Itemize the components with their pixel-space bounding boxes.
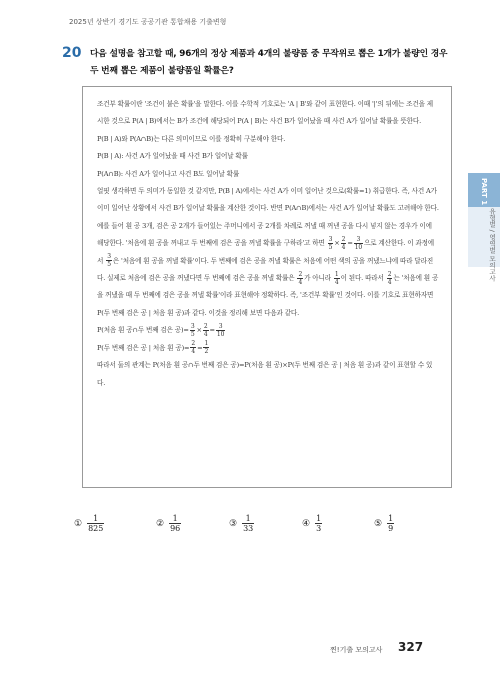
choice-4[interactable]: ④ $\frac{1}{3}$ — [302, 514, 322, 533]
example-text-6: 는 '처음에 흰 공을 꺼냈을 때 두 번째에 검은 공을 꺼낼 확률'이라 표현해야 정확하다. 즉, '조건부 확률'인 것이다. 이를 기호로 표현하자면 P(두 번째 검은 공 | 처음 흰 공)과 같다. 이것을 정리해 보면 다음과 같다. — [97, 274, 439, 317]
definition-conditional: P(B | A): 사건 A가 일어났을 때 사건 B가 일어날 확률 — [97, 152, 248, 161]
fraction-3-5: $\frac{3}{5}$ — [328, 235, 333, 251]
fraction-2-4-d: $\frac{2}{4}$ — [203, 322, 208, 338]
question-text: 다음 설명을 참고할 때, 96개의 정상 제품과 4개의 불량품 중 무작위로 뽑은 1개가 불량인 경우 두 번째 뽑은 제품이 불량품일 확률은? — [90, 49, 448, 76]
choice-2[interactable]: ② $\frac{1}{96}$ — [156, 514, 181, 533]
explanation-content — [97, 96, 439, 392]
choice-1[interactable]: ① $\frac{1}{825}$ — [74, 514, 104, 533]
fraction-3-10: $\frac{3}{10}$ — [354, 235, 363, 251]
fraction-1-2: $\frac{1}{2}$ — [204, 340, 209, 356]
fraction-3-10-b: $\frac{3}{10}$ — [216, 322, 225, 338]
choice-3[interactable]: ③ $\frac{1}{33}$ — [229, 514, 254, 533]
page-number: 327 — [398, 640, 424, 654]
formula-joint: P(처음 흰 공∩두 번째 검은 공)= $\frac{3}{5}$ × $\frac{2}{4}$ = $\frac{3}{10}$ — [97, 322, 225, 338]
side-sub-label: 유형별 / 영역별 모의고사 — [488, 208, 496, 282]
paragraph-conclusion: 따라서 둘의 관계는 P(처음 흰 공∩두 번째 검은 공)=P(처음 흰 공)×P(두 번째 검은 공 | 처음 흰 공)과 같이 표현할 수 있다. — [97, 361, 433, 387]
paragraph-intro: 조건부 확률이란 '조건이 붙은 확률'을 말한다. 이를 수학적 기호로는 'A | B'와 같이 표현한다. 이때 '|'의 뒤에는 조건을 제시한 것으로 P(A | B)에서는 B가 조건에 해당되어 P(A | B)는 사건 B가 일어났을 때 사건 A가 일어날 확률을 뜻한다. — [97, 100, 434, 126]
paragraph-example: 예를 들어 흰 공 3개, 검은 공 2개가 들어있는 주머니에서 공 2개를 차례로 꺼낼 때 꺼낸 공을 다시 넣지 않는 경우가 이에 해당한다. '처음에 흰 공을 꺼내고 두 번째에 검은 공을 꺼낼 확률을 구하라'고 하면 $\frac{3}{5}$ × $\frac{2}{4}$ = $\frac{3}{10}$ 으로 계산한다. 이 과정에서 $\frac{3}{5}$ 은 '처음에 흰 공을 꺼낼 확률'이다. 두 번째에 검은 공을 꺼낼 확률은 처음에 어떤 색의 공을 꺼냈느냐에 따라 달라진다. 실제로 처음에 검은 공을 꺼냈다면 두 번째에 검은 공을 꺼낼 확률은 $\frac{2}{4}$ 가 아니라 $\frac{1}{4}$ 이 된다. 따라서 $\frac{2}{4}$ 는 '처음에 흰 공을 꺼냈을 때 두 번째에 검은 공을 꺼낼 확률'이라 표현해야 정확하다. 즉, '조건부 확률'인 것이다. 이를 기호로 표현하자면 P(두 번째 검은 공 | 처음 흰 공)과 같다. 이것을 정리해 보면 다음과 같다. — [97, 221, 439, 317]
side-tab-label: PART 1 — [480, 178, 488, 206]
fraction-2-4: $\frac{2}{4}$ — [341, 235, 346, 251]
fraction-2-4-c: $\frac{2}{4}$ — [387, 270, 392, 286]
fraction-2-4-e: $\frac{2}{4}$ — [191, 340, 196, 356]
example-text-4: 가 아니라 — [304, 274, 331, 283]
paragraph-difference: 얼핏 생각하면 두 의미가 동일한 것 같지만, P(B | A)에서는 사건 A가 이미 일어난 것으로(확률=1) 취급한다. 즉, 사건 A가 이미 일어난 상황에서 사건 B가 일어날 확률을 계산한 것이다. 반면 P(A∩B)에서는 사건 A가 일어날 확률도 고려해야 한다. — [97, 187, 439, 213]
definition-intersection: P(A∩B): 사건 A가 일어나고 사건 B도 일어날 확률 — [97, 169, 240, 178]
fraction-3-5-c: $\frac{3}{5}$ — [190, 322, 195, 338]
page-header: 2025년 상반기 경기도 공공기관 통합채용 기출변형 — [69, 18, 227, 26]
question-number: 20 — [62, 45, 82, 61]
fraction-3-5-b: $\frac{3}{5}$ — [107, 253, 111, 269]
example-text-1: 예를 들어 흰 공 3개, 검은 공 2개가 들어있는 주머니에서 공 2개를 차례로 꺼낼 때 꺼낸 공을 다시 넣지 않는 경우가 이에 해당한다. '처음에 흰 공을 꺼내고 두 번째에 검은 공을 꺼낼 확률을 구하라'고 하면 — [97, 221, 432, 248]
paragraph-distinction: P(B | A)와 P(A∩B)는 다른 의미이므로 이를 정확히 구분해야 한다. — [97, 134, 286, 143]
footer-label: 찐!기출 모의고사 — [330, 646, 383, 654]
example-text-2: 으로 계산한다. 이 과정에서 — [97, 239, 435, 265]
fraction-2-4-b: $\frac{2}{4}$ — [298, 270, 303, 286]
example-text-5: 이 된다. 따라서 — [340, 274, 384, 283]
fraction-1-4: $\frac{1}{4}$ — [334, 270, 339, 286]
formula-conditional: P(두 번째 검은 공 | 처음 흰 공)= $\frac{2}{4}$ = $\frac{1}{2}$ — [97, 340, 209, 356]
choice-5[interactable]: ⑤ $\frac{1}{9}$ — [374, 514, 394, 533]
example-text-3: 은 '처음에 흰 공을 꺼낼 확률'이다. 두 번째에 검은 공을 꺼낼 확률은 처음에 어떤 색의 공을 꺼냈느냐에 따라 달라진다. 실제로 처음에 검은 공을 꺼냈다면 두 번째에 검은 공을 꺼낼 확률은 — [97, 256, 434, 283]
